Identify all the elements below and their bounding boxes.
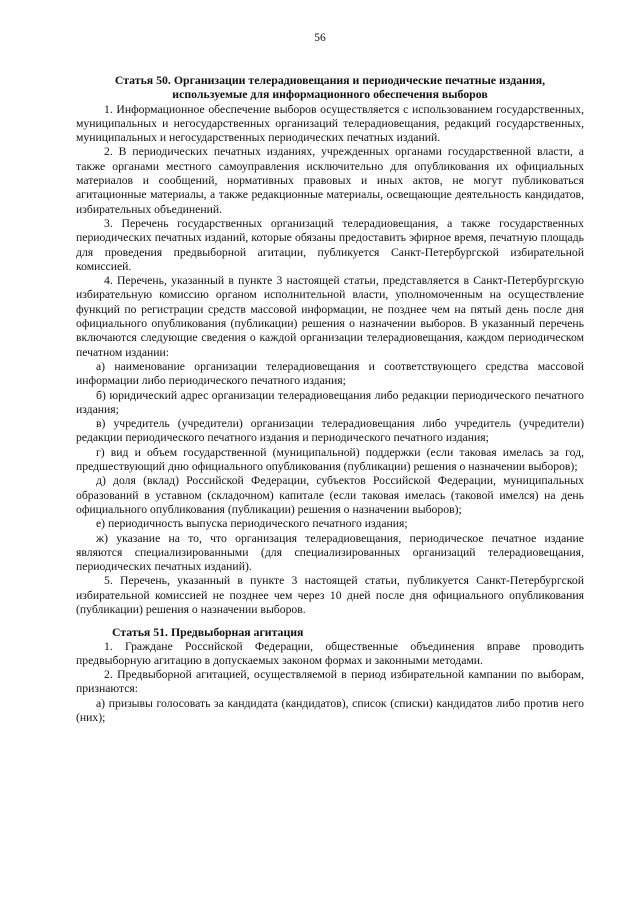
list-item-e: е) периодичность выпуска периодического печатного издания; [96,517,408,531]
article-51-list-item-a: а) призывы голосовать за кандидата (кандидатов), список (списки) кандидатов либо против него (них); [76,696,584,725]
list-item-d: д) доля (вклад) Российской Федерации, субъектов Российской Федерации, муниципальных образований в уставном (складочном) капитале (если таковая имелась (таковой имелся) на день официального опубликования (публикации) решения о назначении выборов); [76,474,584,516]
list-item-a: а) наименование организации телерадиовещания и соответствующего средства массовой информации либо периодического печатного издания; [76,359,584,388]
document-body [76,73,584,725]
list-item-b: б) юридический адрес организации телерадиовещания либо редакции периодического печатного издания; [76,388,584,416]
section-spacer [76,617,584,625]
article-50-paragraph-4: 4. Перечень, указанный в пункте 3 настоящей статьи, представляется в Санкт-Петербургскую избирательную комиссию органом исполнительной власти, уполномоченным на осуществление функций по регистрации средств массовой информации, не позднее чем на пятый день после дня официального опубликования (публикации) решения о назначении выборов. В указанный перечень включаются следующие сведения о каждой организации телерадиовещания, каждом периодическом печатном издании: [76,274,584,359]
article-50-title-line1: Статья 50. Организации телерадиовещания и периодические печатные издания, [114,73,546,87]
article-50-paragraph-5: 5. Перечень, указанный в пункте 3 настоящей статьи, публикуется Санкт-Петербургской избирательной комиссией не позднее чем через 10 дней после дня официального опубликования (публикации) решения о назначении выборов. [76,574,584,616]
article-51-paragraph-1: 1. Граждане Российской Федерации, общественные объединения вправе проводить предвыборную агитацию в допускаемых законом формах и законными методами. [76,639,584,667]
article-50-title [76,73,584,102]
article-51-title: Статья 51. Предвыборная агитация [112,625,304,640]
list-item-v: в) учредитель (учредители) организации телерадиовещания либо учредитель (учредители) редакции периодического печатного издания и периодического печатного издания; [76,417,584,445]
article-50-paragraph-2: 2. В периодических печатных изданиях, учрежденных органами государственной власти, а также органами местного самоуправления исключительно для опубликования их официальных материалов и сообщений, нормативных правовых и иных актов, не могут публиковаться агитационные материалы, а также редакционные материалы, освещающие деятельность кандидатов, избирательных объединений. [76,145,584,216]
list-item-g: г) вид и объем государственной (муниципальной) поддержки (если таковая имелась за год, предшествующий дню официального опубликования (публикации) решения о назначении выборов); [76,445,584,474]
article-51-paragraph-2: 2. Предвыборной агитацией, осуществляемой в период избирательной кампании по выборам, признаются: [76,668,584,696]
article-50-paragraph-1: 1. Информационное обеспечение выборов осуществляется с использованием государственных, муниципальных и негосударственных организаций телерадиовещания, редакций государственных, муниципальных и негосударственных периодических печатных изданий. [76,102,584,145]
article-50-paragraph-3: 3. Перечень государственных организаций телерадиовещания, а также государственных периодических печатных изданий, которые обязаны предоставить эфирное время, печатную площадь для проведения предвыборной агитации, публикуется Санкт-Петербургской избирательной комиссией. [76,216,584,273]
page-number: 56 [314,32,326,44]
list-item-zh: ж) указание на то, что организация телерадиовещания, периодическое печатное издание являются специализированными (для специализированных организаций телерадиовещания, периодических печатных изданий). [76,531,584,574]
article-50-title-line2: используемые для информационного обеспечения выборов [172,87,488,102]
